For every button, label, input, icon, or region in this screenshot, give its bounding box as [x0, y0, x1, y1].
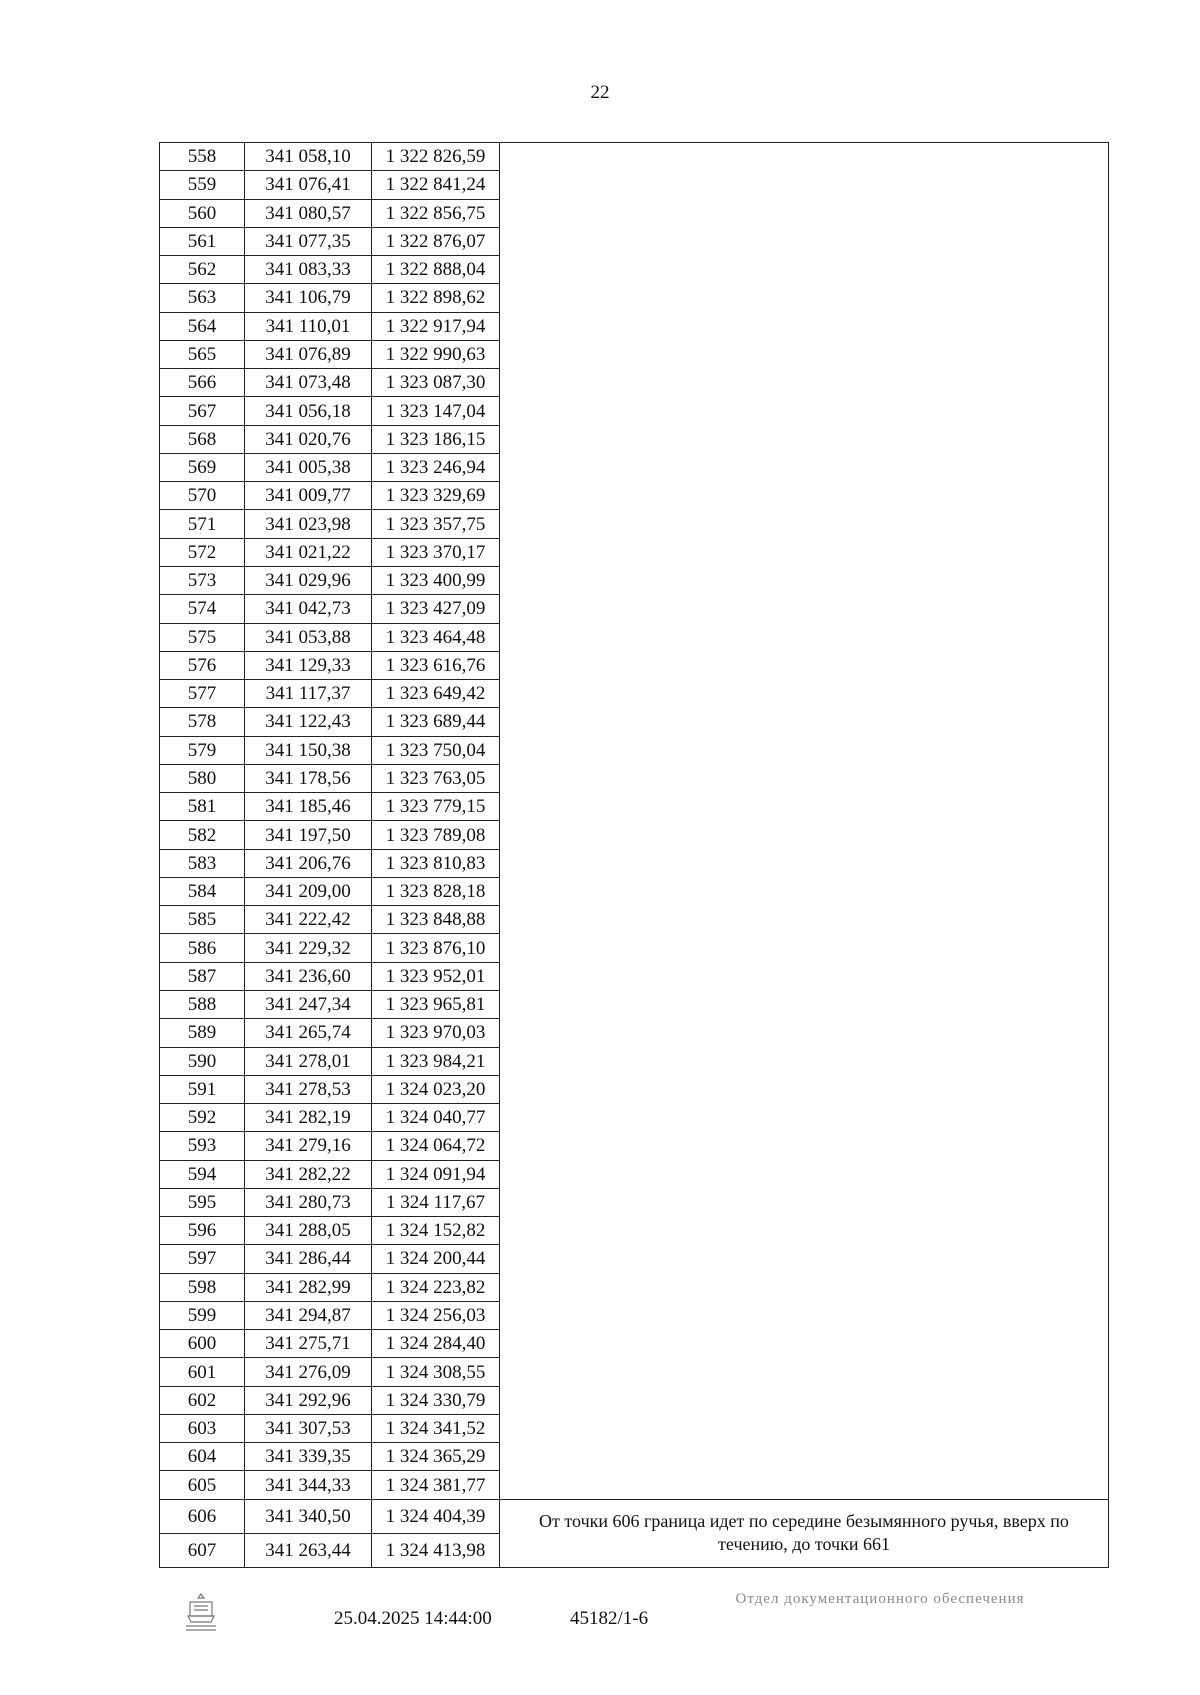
- table-row: [160, 143, 1109, 171]
- x-coordinate-cell: 341 076,41: [245, 171, 372, 199]
- y-coordinate-cell: 1 323 876,10: [372, 934, 500, 962]
- y-coordinate-cell: 1 323 779,15: [372, 793, 500, 821]
- y-coordinate-cell: 1 324 330,79: [372, 1386, 500, 1414]
- x-coordinate-cell: 341 247,34: [245, 990, 372, 1018]
- y-coordinate-cell: 1 322 876,07: [372, 227, 500, 255]
- x-coordinate-cell: 341 197,50: [245, 821, 372, 849]
- y-coordinate-cell: 1 323 370,17: [372, 538, 500, 566]
- x-coordinate-cell: 341 009,77: [245, 482, 372, 510]
- point-number-cell: 599: [160, 1301, 245, 1329]
- x-coordinate-cell: 341 340,50: [245, 1499, 372, 1533]
- point-number-cell: 588: [160, 990, 245, 1018]
- x-coordinate-cell: 341 056,18: [245, 397, 372, 425]
- y-coordinate-cell: 1 322 856,75: [372, 199, 500, 227]
- y-coordinate-cell: 1 323 186,15: [372, 425, 500, 453]
- x-coordinate-cell: 341 077,35: [245, 227, 372, 255]
- point-number-cell: 577: [160, 680, 245, 708]
- y-coordinate-cell: 1 323 984,21: [372, 1047, 500, 1075]
- point-number-cell: 598: [160, 1273, 245, 1301]
- x-coordinate-cell: 341 023,98: [245, 510, 372, 538]
- x-coordinate-cell: 341 073,48: [245, 369, 372, 397]
- point-number-cell: 584: [160, 877, 245, 905]
- y-coordinate-cell: 1 324 404,39: [372, 1499, 500, 1533]
- y-coordinate-cell: 1 324 152,82: [372, 1217, 500, 1245]
- y-coordinate-cell: 1 323 400,99: [372, 566, 500, 594]
- point-number-cell: 596: [160, 1217, 245, 1245]
- y-coordinate-cell: 1 324 064,72: [372, 1132, 500, 1160]
- x-coordinate-cell: 341 263,44: [245, 1533, 372, 1567]
- point-number-cell: 606: [160, 1499, 245, 1533]
- y-coordinate-cell: 1 324 200,44: [372, 1245, 500, 1273]
- y-coordinate-cell: 1 324 091,94: [372, 1160, 500, 1188]
- x-coordinate-cell: 341 185,46: [245, 793, 372, 821]
- x-coordinate-cell: 341 058,10: [245, 143, 372, 171]
- point-number-cell: 576: [160, 651, 245, 679]
- point-number-cell: 602: [160, 1386, 245, 1414]
- emblem-icon: [178, 1590, 224, 1636]
- y-coordinate-cell: 1 322 888,04: [372, 256, 500, 284]
- point-number-cell: 592: [160, 1104, 245, 1132]
- point-number-cell: 583: [160, 849, 245, 877]
- point-number-cell: 562: [160, 256, 245, 284]
- x-coordinate-cell: 341 020,76: [245, 425, 372, 453]
- y-coordinate-cell: 1 324 308,55: [372, 1358, 500, 1386]
- x-coordinate-cell: 341 083,33: [245, 256, 372, 284]
- y-coordinate-cell: 1 322 841,24: [372, 171, 500, 199]
- y-coordinate-cell: 1 324 040,77: [372, 1104, 500, 1132]
- point-number-cell: 580: [160, 764, 245, 792]
- x-coordinate-cell: 341 282,19: [245, 1104, 372, 1132]
- point-number-cell: 571: [160, 510, 245, 538]
- y-coordinate-cell: 1 322 826,59: [372, 143, 500, 171]
- y-coordinate-cell: 1 323 848,88: [372, 906, 500, 934]
- point-number-cell: 597: [160, 1245, 245, 1273]
- x-coordinate-cell: 341 294,87: [245, 1301, 372, 1329]
- point-number-cell: 591: [160, 1075, 245, 1103]
- x-coordinate-cell: 341 279,16: [245, 1132, 372, 1160]
- y-coordinate-cell: 1 323 246,94: [372, 453, 500, 481]
- y-coordinate-cell: 1 324 413,98: [372, 1533, 500, 1567]
- point-number-cell: 561: [160, 227, 245, 255]
- x-coordinate-cell: 341 222,42: [245, 906, 372, 934]
- y-coordinate-cell: 1 323 147,04: [372, 397, 500, 425]
- point-number-cell: 581: [160, 793, 245, 821]
- x-coordinate-cell: 341 053,88: [245, 623, 372, 651]
- y-coordinate-cell: 1 324 223,82: [372, 1273, 500, 1301]
- footer-datetime: 25.04.2025 14:44:00: [334, 1608, 492, 1629]
- y-coordinate-cell: 1 323 464,48: [372, 623, 500, 651]
- x-coordinate-cell: 341 206,76: [245, 849, 372, 877]
- point-number-cell: 570: [160, 482, 245, 510]
- x-coordinate-cell: 341 307,53: [245, 1414, 372, 1442]
- y-coordinate-cell: 1 323 763,05: [372, 764, 500, 792]
- point-number-cell: 594: [160, 1160, 245, 1188]
- description-cell: От точки 606 граница идет по середине безымянного ручья, вверх по течению, до точки 661: [500, 1499, 1109, 1567]
- page-number: 22: [590, 82, 610, 103]
- x-coordinate-cell: 341 122,43: [245, 708, 372, 736]
- x-coordinate-cell: 341 282,22: [245, 1160, 372, 1188]
- x-coordinate-cell: 341 076,89: [245, 340, 372, 368]
- y-coordinate-cell: 1 322 990,63: [372, 340, 500, 368]
- x-coordinate-cell: 341 344,33: [245, 1471, 372, 1499]
- y-coordinate-cell: 1 323 828,18: [372, 877, 500, 905]
- x-coordinate-cell: 341 229,32: [245, 934, 372, 962]
- point-number-cell: 574: [160, 595, 245, 623]
- x-coordinate-cell: 341 150,38: [245, 736, 372, 764]
- point-number-cell: 575: [160, 623, 245, 651]
- point-number-cell: 607: [160, 1533, 245, 1567]
- y-coordinate-cell: 1 323 357,75: [372, 510, 500, 538]
- point-number-cell: 579: [160, 736, 245, 764]
- y-coordinate-cell: 1 324 341,52: [372, 1414, 500, 1442]
- x-coordinate-cell: 341 280,73: [245, 1188, 372, 1216]
- point-number-cell: 587: [160, 962, 245, 990]
- x-coordinate-cell: 341 042,73: [245, 595, 372, 623]
- coordinates-table: [159, 142, 1109, 1568]
- point-number-cell: 564: [160, 312, 245, 340]
- point-number-cell: 565: [160, 340, 245, 368]
- y-coordinate-cell: 1 324 365,29: [372, 1443, 500, 1471]
- point-number-cell: 605: [160, 1471, 245, 1499]
- x-coordinate-cell: 341 339,35: [245, 1443, 372, 1471]
- point-number-cell: 573: [160, 566, 245, 594]
- point-number-cell: 567: [160, 397, 245, 425]
- coordinates-table-body: [160, 143, 1109, 1568]
- x-coordinate-cell: 341 209,00: [245, 877, 372, 905]
- footer-stamp: Отдел документационного обеспечения: [735, 1591, 1025, 1607]
- x-coordinate-cell: 341 288,05: [245, 1217, 372, 1245]
- x-coordinate-cell: 341 275,71: [245, 1330, 372, 1358]
- point-number-cell: 558: [160, 143, 245, 171]
- x-coordinate-cell: 341 286,44: [245, 1245, 372, 1273]
- x-coordinate-cell: 341 265,74: [245, 1019, 372, 1047]
- x-coordinate-cell: 341 110,01: [245, 312, 372, 340]
- point-number-cell: 572: [160, 538, 245, 566]
- x-coordinate-cell: 341 278,01: [245, 1047, 372, 1075]
- y-coordinate-cell: 1 323 087,30: [372, 369, 500, 397]
- y-coordinate-cell: 1 323 952,01: [372, 962, 500, 990]
- x-coordinate-cell: 341 005,38: [245, 453, 372, 481]
- y-coordinate-cell: 1 323 970,03: [372, 1019, 500, 1047]
- point-number-cell: 582: [160, 821, 245, 849]
- point-number-cell: 593: [160, 1132, 245, 1160]
- point-number-cell: 603: [160, 1414, 245, 1442]
- x-coordinate-cell: 341 021,22: [245, 538, 372, 566]
- point-number-cell: 563: [160, 284, 245, 312]
- point-number-cell: 568: [160, 425, 245, 453]
- footer-document-number: 45182/1-6: [570, 1608, 649, 1629]
- x-coordinate-cell: 341 106,79: [245, 284, 372, 312]
- point-number-cell: 590: [160, 1047, 245, 1075]
- y-coordinate-cell: 1 324 284,40: [372, 1330, 500, 1358]
- x-coordinate-cell: 341 080,57: [245, 199, 372, 227]
- table-row: [160, 1499, 1109, 1533]
- point-number-cell: 560: [160, 199, 245, 227]
- y-coordinate-cell: 1 323 810,83: [372, 849, 500, 877]
- y-coordinate-cell: 1 323 689,44: [372, 708, 500, 736]
- y-coordinate-cell: 1 323 649,42: [372, 680, 500, 708]
- point-number-cell: 595: [160, 1188, 245, 1216]
- y-coordinate-cell: 1 322 898,62: [372, 284, 500, 312]
- description-cell-empty: [500, 143, 1109, 1500]
- y-coordinate-cell: 1 324 023,20: [372, 1075, 500, 1103]
- x-coordinate-cell: 341 236,60: [245, 962, 372, 990]
- y-coordinate-cell: 1 323 616,76: [372, 651, 500, 679]
- point-number-cell: 600: [160, 1330, 245, 1358]
- x-coordinate-cell: 341 276,09: [245, 1358, 372, 1386]
- y-coordinate-cell: 1 324 381,77: [372, 1471, 500, 1499]
- point-number-cell: 604: [160, 1443, 245, 1471]
- x-coordinate-cell: 341 292,96: [245, 1386, 372, 1414]
- y-coordinate-cell: 1 324 117,67: [372, 1188, 500, 1216]
- point-number-cell: 569: [160, 453, 245, 481]
- y-coordinate-cell: 1 322 917,94: [372, 312, 500, 340]
- x-coordinate-cell: 341 029,96: [245, 566, 372, 594]
- y-coordinate-cell: 1 324 256,03: [372, 1301, 500, 1329]
- point-number-cell: 585: [160, 906, 245, 934]
- point-number-cell: 601: [160, 1358, 245, 1386]
- y-coordinate-cell: 1 323 750,04: [372, 736, 500, 764]
- y-coordinate-cell: 1 323 789,08: [372, 821, 500, 849]
- x-coordinate-cell: 341 178,56: [245, 764, 372, 792]
- y-coordinate-cell: 1 323 329,69: [372, 482, 500, 510]
- point-number-cell: 559: [160, 171, 245, 199]
- point-number-cell: 578: [160, 708, 245, 736]
- y-coordinate-cell: 1 323 965,81: [372, 990, 500, 1018]
- point-number-cell: 589: [160, 1019, 245, 1047]
- x-coordinate-cell: 341 282,99: [245, 1273, 372, 1301]
- y-coordinate-cell: 1 323 427,09: [372, 595, 500, 623]
- x-coordinate-cell: 341 129,33: [245, 651, 372, 679]
- point-number-cell: 566: [160, 369, 245, 397]
- point-number-cell: 586: [160, 934, 245, 962]
- x-coordinate-cell: 341 278,53: [245, 1075, 372, 1103]
- x-coordinate-cell: 341 117,37: [245, 680, 372, 708]
